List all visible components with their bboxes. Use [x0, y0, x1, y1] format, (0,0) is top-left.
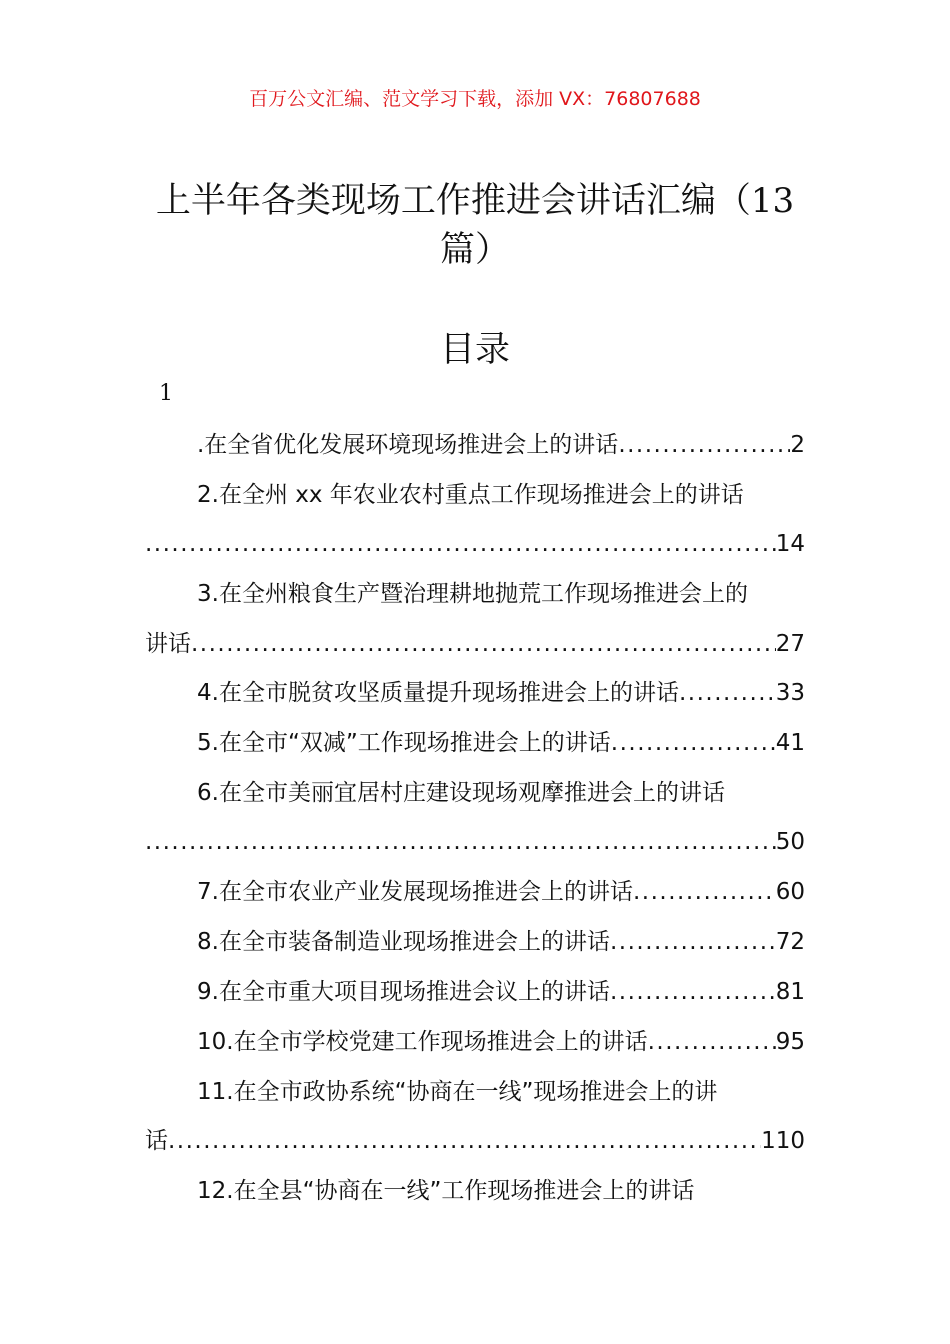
toc-entry-title: 3.在全州粮食生产暨治理耕地抛荒工作现场推进会上的 — [197, 581, 748, 607]
toc-page-number: 33 — [775, 680, 805, 706]
toc-entry-3[interactable] — [145, 579, 805, 609]
title-text: 上半年各类现场工作推进会讲话汇编（ — [155, 181, 751, 221]
title-count: 13 — [750, 181, 795, 221]
leader-dots — [648, 1027, 776, 1057]
document-title-line-1 — [0, 173, 950, 223]
leader-dots — [610, 927, 776, 957]
toc-entry-continuation: 讲话 — [145, 631, 191, 657]
leader-dots — [191, 629, 776, 659]
toc-entry-11[interactable] — [145, 1077, 805, 1107]
leader-dots — [618, 430, 790, 460]
toc-entry-title: 9.在全市重大项目现场推进会议上的讲话 — [197, 979, 610, 1005]
toc-entry-continuation: 话 — [145, 1128, 168, 1154]
toc-page-number: 27 — [775, 631, 805, 657]
leader-dots — [633, 877, 776, 907]
toc-entry-12[interactable] — [145, 1176, 805, 1206]
toc-entry-10[interactable] — [145, 1027, 805, 1057]
toc-entry-title: 10.在全市学校党建工作现场推进会上的讲话 — [197, 1029, 648, 1055]
toc-heading: 目录 — [439, 330, 510, 370]
toc-entry-title: 5.在全市“双减”工作现场推进会上的讲话 — [197, 730, 611, 756]
toc-entry-2[interactable] — [145, 480, 805, 510]
toc-entry-title: 11.在全市政协系统“协商在一线”现场推进会上的讲 — [197, 1079, 718, 1105]
toc-page-number: 14 — [775, 531, 805, 557]
toc-entry-11-continuation[interactable] — [145, 1126, 805, 1156]
toc-page-number: 60 — [775, 879, 805, 905]
toc-entry-title: 6.在全市美丽宜居村庄建设现场观摩推进会上的讲话 — [197, 780, 725, 806]
leader-dots — [679, 678, 776, 708]
toc-page-number: 95 — [775, 1029, 805, 1055]
leader-dots — [610, 977, 776, 1007]
toc-page-number: 41 — [775, 730, 805, 756]
toc-page-number: 110 — [761, 1128, 805, 1154]
toc-entry-3-continuation[interactable] — [145, 629, 805, 659]
leader-dots — [168, 1126, 761, 1156]
leader-dots — [611, 728, 776, 758]
toc-entry-5[interactable] — [145, 728, 805, 758]
toc-entry-4[interactable] — [145, 678, 805, 708]
stray-number: 1 — [159, 381, 173, 406]
toc-entry-2-continuation[interactable] — [145, 529, 805, 559]
toc-page-number: 81 — [775, 979, 805, 1005]
toc-entry-7[interactable] — [145, 877, 805, 907]
leader-dots — [145, 827, 776, 857]
toc-page-number: 72 — [775, 929, 805, 955]
toc-entry-6-continuation[interactable] — [145, 827, 805, 857]
toc-entry-title: 4.在全市脱贫攻坚质量提升现场推进会上的讲话 — [197, 680, 679, 706]
toc-entry-9[interactable] — [145, 977, 805, 1007]
toc-entry-8[interactable] — [145, 927, 805, 957]
toc-entry-title: 2.在全州 xx 年农业农村重点工作现场推进会上的讲话 — [197, 482, 744, 508]
toc-page-number: 50 — [775, 829, 805, 855]
toc-entry-1[interactable] — [145, 430, 805, 460]
toc-entry-title: 12.在全县“协商在一线”工作现场推进会上的讲话 — [197, 1178, 695, 1204]
toc-entry-title: 7.在全市农业产业发展现场推进会上的讲话 — [197, 879, 633, 905]
document-title-line-2: 篇） — [439, 230, 510, 270]
toc-page-number: 2 — [790, 432, 805, 458]
watermark-banner: 百万公文汇编、范文学习下载，添加 VX：76807688 — [249, 88, 701, 110]
toc-entry-title: .在全省优化发展环境现场推进会上的讲话 — [197, 432, 619, 458]
leader-dots — [145, 529, 776, 559]
toc-entry-6[interactable] — [145, 778, 805, 808]
toc-entry-title: 8.在全市装备制造业现场推进会上的讲话 — [197, 929, 610, 955]
